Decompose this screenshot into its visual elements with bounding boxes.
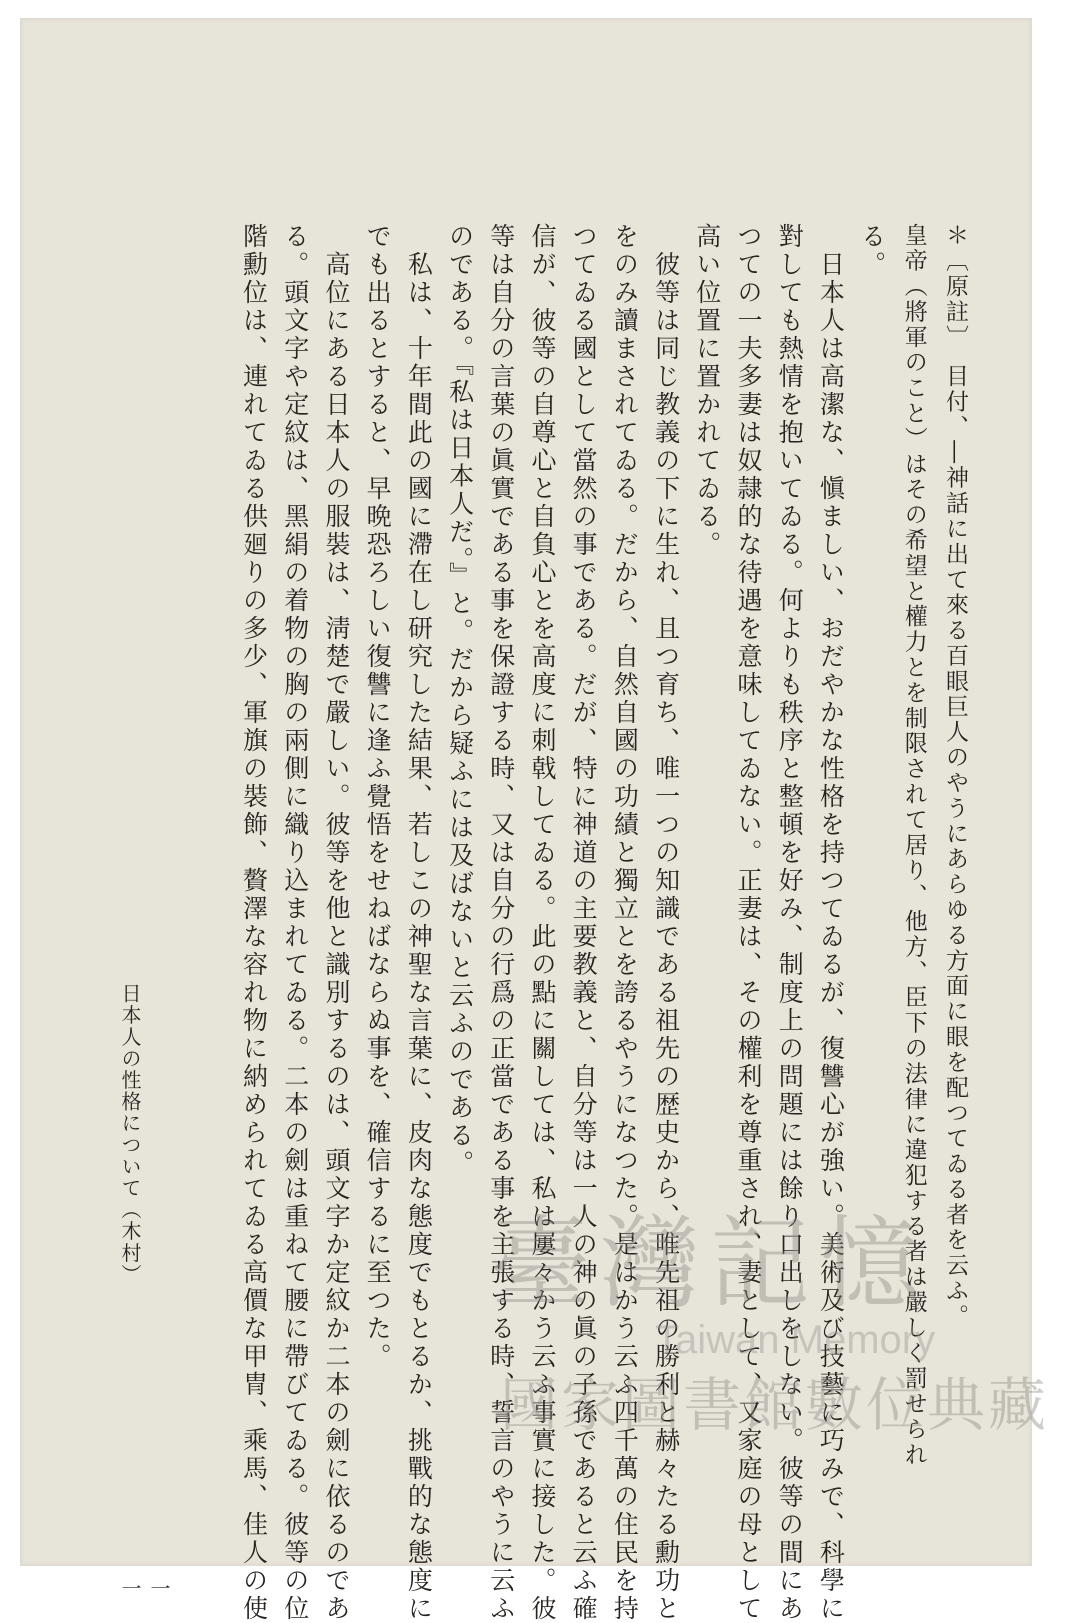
text-column: でも出るとすると、早晩恐ろしい復讐に逢ふ覺悟をせねばならぬ事を、確信するに至つた。 bbox=[363, 223, 393, 1371]
book-page bbox=[20, 18, 1050, 1623]
running-head: 日本人の性格について（木村） bbox=[118, 983, 142, 1286]
text-column: る。 bbox=[857, 223, 887, 279]
text-column: ＊〔原註〕 目付、―神話に出て來る百眼巨人のやうにあらゆる方面に眼を配つてゐる者を云ふ。 bbox=[942, 223, 968, 1330]
text-column: 皇帝（將軍のこと）はその希望と權力とを制限されて居り、他方、臣下の法律に違犯する者は嚴しく罰せられ bbox=[900, 223, 927, 1468]
text-column: 高位にある日本人の服裝は、淸楚で嚴しい。彼等を他と識別するのは、頭文字か定紋か二本の劍に依るのであ bbox=[321, 223, 351, 1623]
text-column: をのみ讀まされてゐる。だから、自然自國の功績と獨立とを誇るやうになつた。是はかう云ふ四千萬の住民を持 bbox=[610, 223, 640, 1623]
text-column: 高い位置に置かれてゐる。 bbox=[692, 223, 722, 559]
text-column: 日本人は高潔な、愼ましい、おだやかな性格を持つてゐるが、復讐心が強い。美術及び技藝に巧みで、科學に bbox=[816, 223, 846, 1623]
text-column: のである。『私は日本人だ。』と。だから疑ふには及ばないと云ふのである。 bbox=[445, 223, 475, 1178]
text-column: つての一夫多妻は奴隷的な待遇を意味してゐない。正妻は、その權利を尊重され、妻として、又家庭の母として bbox=[733, 223, 763, 1623]
text-column: 信が、彼等の自尊心と自負心とを高度に刺戟してゐる。此の點に關しては、私は屢々かう云ふ事實に接した。彼 bbox=[527, 223, 557, 1623]
text-column: 對しても熱情を抱いてゐる。何よりも秩序と整頓を好み、制度上の問題には餘り口出しをしない。彼等の間にあ bbox=[775, 223, 805, 1623]
page-number: 一一 bbox=[118, 1578, 171, 1598]
text-column: 等は自分の言葉の眞實である事を保證する時、又は自分の行爲の正當である事を主張する時、誓言のやうに云ふ bbox=[486, 223, 516, 1623]
text-column: 私は、十年間此の國に滯在し研究した結果、若しこの神聖な言葉に、皮肉な態度でもとるか、挑戰的な態度に bbox=[404, 223, 434, 1623]
watermark-english: Taiwan Memory bbox=[655, 1318, 936, 1362]
watermark-main: 臺灣記憶 bbox=[490, 1205, 930, 1322]
text-column: 階勳位は、連れてゐる供廻りの多少、軍旗の裝飾、贅澤な容れ物に納められてゐる高價な甲冑、乘馬、佳人の使 bbox=[239, 223, 269, 1623]
text-column: 彼等は同じ教義の下に生れ、且つ育ち、唯一つの知識である祖先の歴史から、唯先祖の勝利と赫々たる勳功と bbox=[651, 223, 681, 1623]
watermark-sub: 國家圖書館數位典藏 bbox=[500, 1371, 1050, 1439]
text-column: る。頭文字や定紋は、黑絹の着物の胸の兩側に織り込まれてゐる。二本の劍は重ねて腰に帶びてゐる。彼等の位 bbox=[280, 223, 310, 1623]
text-column: つてゐる國として當然の事である。だが、特に神道の主要教義と、自分等は一人の神の眞の子孫であると云ふ確 bbox=[569, 223, 599, 1623]
